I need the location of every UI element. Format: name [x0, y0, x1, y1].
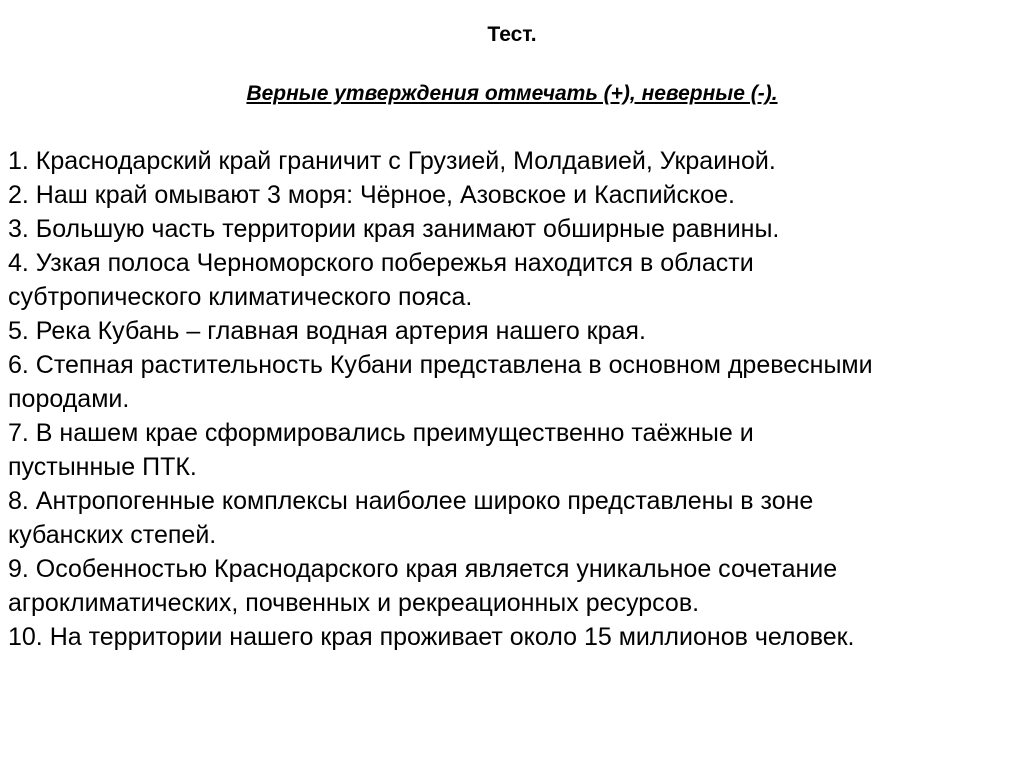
statement-item	[8, 178, 1013, 212]
statement-item	[8, 416, 1013, 484]
statement-line: 9. Особенностью Краснодарского края является уникальное сочетание	[8, 555, 838, 583]
statement-line: пустынные ПТК.	[8, 453, 197, 481]
statement-item	[8, 212, 1013, 246]
statement-line: 1. Краснодарский край граничит с Грузией, Молдавией, Украиной.	[8, 147, 776, 175]
statement-item	[8, 484, 1013, 552]
statement-line: кубанских степей.	[8, 521, 217, 549]
statement-line: 6. Степная растительность Кубани представлена в основном древесными	[8, 351, 873, 379]
statement-item	[8, 620, 1013, 654]
statement-line: субтропического климатического пояса.	[8, 283, 473, 311]
instruction-text: Верные утверждения отмечать (+), неверные (-).	[246, 82, 778, 105]
statement-item	[8, 246, 1013, 314]
page-title: Тест.	[487, 23, 537, 46]
statement-line: 3. Большую часть территории края занимают обширные равнины.	[8, 215, 780, 243]
statement-line: породами.	[8, 385, 130, 413]
statement-line: 4. Узкая полоса Черноморского побережья находится в области	[8, 249, 754, 277]
statement-line: агроклиматических, почвенных и рекреационных ресурсов.	[8, 589, 700, 617]
statement-item	[8, 144, 1013, 178]
statement-item	[8, 552, 1013, 620]
statement-line: 10. На территории нашего края проживает около 15 миллионов человек.	[8, 623, 855, 651]
statement-line: 2. Наш край омывают 3 моря: Чёрное, Азовское и Каспийское.	[8, 181, 735, 209]
statement-item	[8, 314, 1013, 348]
statement-line: 8. Антропогенные комплексы наиболее широко представлены в зоне	[8, 487, 814, 515]
statement-item	[8, 348, 1013, 416]
statement-list	[8, 144, 1013, 654]
statement-line: 5. Река Кубань – главная водная артерия нашего края.	[8, 317, 646, 345]
statement-line: 7. В нашем крае сформировались преимущественно таёжные и	[8, 419, 754, 447]
